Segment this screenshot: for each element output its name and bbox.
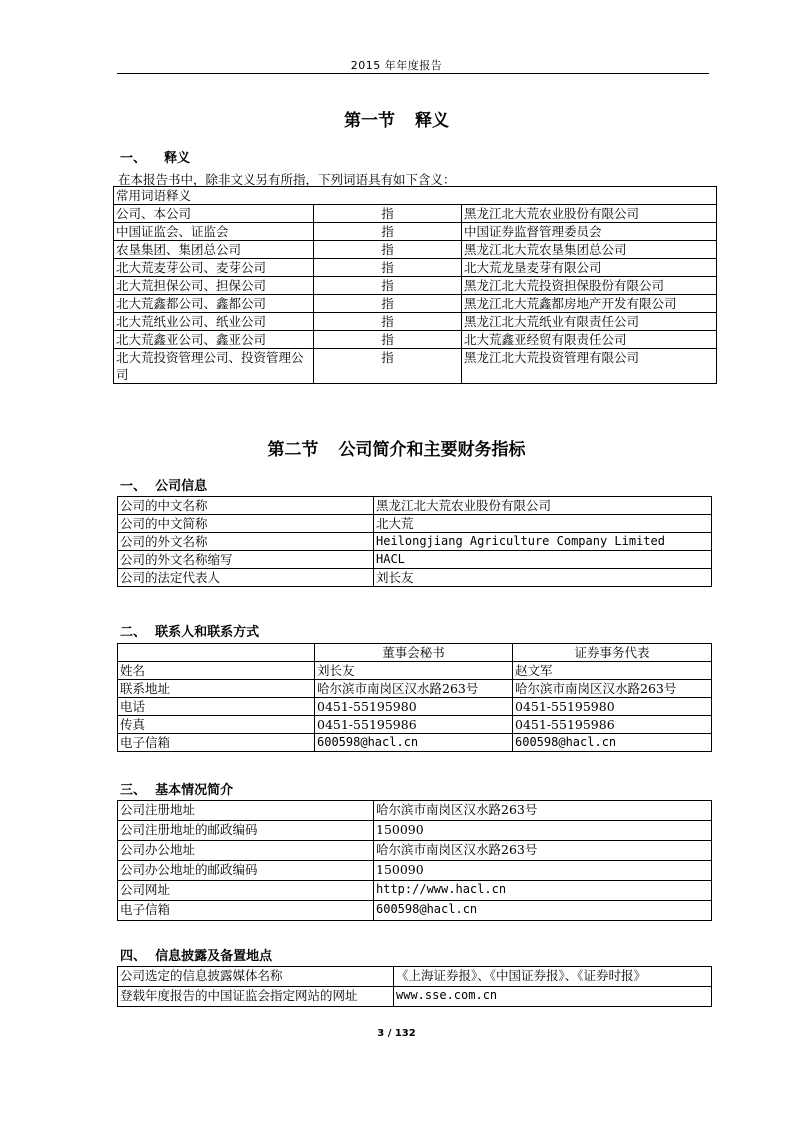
subheading-title: 释义: [164, 151, 191, 166]
meaning-cell: 北大荒鑫亚经贸有限责任公司: [462, 331, 717, 349]
table-row: [114, 331, 717, 349]
company-info-heading: [120, 475, 207, 494]
value-cell: 150090: [374, 821, 712, 841]
table-header-row: [118, 644, 712, 662]
term-cell: 公司、本公司: [114, 205, 314, 223]
secretary-cell: 哈尔滨市南岗区汉水路263号: [315, 680, 513, 698]
term-cell: 北大荒纸业公司、纸业公司: [114, 313, 314, 331]
table-row: [118, 841, 712, 861]
table-row: [118, 569, 712, 587]
subheading-number: 一、: [120, 151, 147, 166]
definitions-table: [113, 186, 717, 384]
table-row: [118, 515, 712, 533]
secretary-cell: 刘长友: [315, 662, 513, 680]
subheading-title: 基本情况简介: [155, 783, 234, 798]
table-row: [118, 987, 712, 1007]
label-cell: 登载年度报告的中国证监会指定网站的网址: [118, 987, 394, 1007]
representative-cell: 哈尔滨市南岗区汉水路263号: [513, 680, 712, 698]
label-cell: 电子信箱: [118, 734, 315, 752]
section-1-title: 第一节 释义: [344, 111, 449, 131]
table-row: [114, 313, 717, 331]
verb-cell: 指: [314, 259, 462, 277]
label-cell: 公司的中文简称: [118, 515, 374, 533]
header-divider: [117, 73, 709, 74]
label-cell: 姓名: [118, 662, 315, 680]
representative-cell: 0451-55195980: [513, 698, 712, 716]
label-cell: 联系地址: [118, 680, 315, 698]
label-cell: 电话: [118, 698, 315, 716]
value-cell: 黑龙江北大荒农业股份有限公司: [374, 497, 712, 515]
label-cell: 公司的法定代表人: [118, 569, 374, 587]
subheading-number: 二、: [120, 625, 147, 640]
table-row: [118, 901, 712, 921]
table-row: [118, 533, 712, 551]
table-row: [118, 881, 712, 901]
page-number: 3 / 132: [377, 1028, 416, 1039]
verb-cell: 指: [314, 331, 462, 349]
table-row: [118, 680, 712, 698]
value-cell: 150090: [374, 861, 712, 881]
meaning-cell: 黑龙江北大荒纸业有限责任公司: [462, 313, 717, 331]
table-row: [114, 349, 717, 384]
value-cell: 哈尔滨市南岗区汉水路263号: [374, 801, 712, 821]
meaning-cell: 北大荒龙垦麦芽有限公司: [462, 259, 717, 277]
disclosure-heading: [120, 945, 272, 964]
table-row: [114, 295, 717, 313]
contacts-table: [117, 643, 712, 752]
label-cell: 公司注册地址的邮政编码: [118, 821, 374, 841]
table-row: [118, 861, 712, 881]
meaning-cell: 黑龙江北大荒农业股份有限公司: [462, 205, 717, 223]
table-row: [118, 497, 712, 515]
value-cell: 《上海证券报》、《中国证券报》、《证券时报》: [394, 967, 712, 987]
label-cell: 公司的外文名称缩写: [118, 551, 374, 569]
header-cell-empty: [118, 644, 315, 662]
contacts-heading: [120, 621, 259, 640]
meaning-cell: 黑龙江北大荒投资管理有限公司: [462, 349, 717, 384]
table-row: [118, 821, 712, 841]
header-cell-secretary: 董事会秘书: [315, 644, 513, 662]
disclosure-table: [117, 966, 712, 1007]
meaning-cell: 黑龙江北大荒农垦集团总公司: [462, 241, 717, 259]
definitions-caption-row: [114, 187, 717, 205]
verb-cell: 指: [314, 349, 462, 384]
term-cell: 北大荒鑫亚公司、鑫亚公司: [114, 331, 314, 349]
table-row: [118, 734, 712, 752]
table-row: [114, 277, 717, 295]
table-row: [114, 259, 717, 277]
label-cell: 公司网址: [118, 881, 374, 901]
subheading-title: 公司信息: [155, 479, 208, 494]
verb-cell: 指: [314, 241, 462, 259]
table-row: [114, 223, 717, 241]
label-cell: 公司选定的信息披露媒体名称: [118, 967, 394, 987]
table-row: [118, 801, 712, 821]
meaning-cell: 黑龙江北大荒投资担保股份有限公司: [462, 277, 717, 295]
label-cell: 电子信箱: [118, 901, 374, 921]
subheading-title: 信息披露及备置地点: [155, 949, 273, 964]
table-row: [114, 205, 717, 223]
verb-cell: 指: [314, 313, 462, 331]
value-cell: Heilongjiang Agriculture Company Limited: [374, 533, 712, 551]
value-cell: 北大荒: [374, 515, 712, 533]
subheading-title: 联系人和联系方式: [155, 625, 260, 640]
meaning-cell: 中国证券监督管理委员会: [462, 223, 717, 241]
section-2-title: 第二节 公司简介和主要财务指标: [267, 440, 526, 460]
term-cell: 农垦集团、集团总公司: [114, 241, 314, 259]
table-row: [114, 241, 717, 259]
page-header-title: 2015 年年度报告: [350, 59, 443, 72]
value-cell: 刘长友: [374, 569, 712, 587]
label-cell: 公司办公地址的邮政编码: [118, 861, 374, 881]
secretary-cell: 600598@hacl.cn: [315, 734, 513, 752]
verb-cell: 指: [314, 277, 462, 295]
table-row: [118, 967, 712, 987]
table-row: [118, 662, 712, 680]
subheading-number: 一、: [120, 479, 147, 494]
subheading-number: 四、: [120, 949, 147, 964]
company-info-table: [117, 496, 712, 587]
value-cell: 哈尔滨市南岗区汉水路263号: [374, 841, 712, 861]
value-cell: www.sse.com.cn: [394, 987, 712, 1007]
subheading-number: 三、: [120, 783, 147, 798]
value-cell: 600598@hacl.cn: [374, 901, 712, 921]
term-cell: 北大荒投资管理公司、投资管理公司: [114, 349, 314, 384]
value-cell: HACL: [374, 551, 712, 569]
verb-cell: 指: [314, 223, 462, 241]
label-cell: 公司的中文名称: [118, 497, 374, 515]
label-cell: 公司办公地址: [118, 841, 374, 861]
definitions-intro: 在本报告书中，除非文义另有所指，下列词语具有如下含义：: [118, 172, 456, 187]
label-cell: 公司的外文名称: [118, 533, 374, 551]
term-cell: 中国证监会、证监会: [114, 223, 314, 241]
verb-cell: 指: [314, 295, 462, 313]
term-cell: 北大荒鑫都公司、鑫都公司: [114, 295, 314, 313]
basic-info-table: [117, 800, 712, 921]
representative-cell: 0451-55195986: [513, 716, 712, 734]
representative-cell: 600598@hacl.cn: [513, 734, 712, 752]
section-1-subheading: [120, 147, 190, 166]
definitions-caption: 常用词语释义: [114, 187, 717, 205]
secretary-cell: 0451-55195986: [315, 716, 513, 734]
label-cell: 传真: [118, 716, 315, 734]
table-row: [118, 716, 712, 734]
basic-info-heading: [120, 779, 233, 798]
term-cell: 北大荒麦芽公司、麦芽公司: [114, 259, 314, 277]
term-cell: 北大荒担保公司、担保公司: [114, 277, 314, 295]
secretary-cell: 0451-55195980: [315, 698, 513, 716]
label-cell: 公司注册地址: [118, 801, 374, 821]
header-cell-representative: 证券事务代表: [513, 644, 712, 662]
value-cell: http://www.hacl.cn: [374, 881, 712, 901]
table-row: [118, 551, 712, 569]
table-row: [118, 698, 712, 716]
representative-cell: 赵文军: [513, 662, 712, 680]
verb-cell: 指: [314, 205, 462, 223]
meaning-cell: 黑龙江北大荒鑫都房地产开发有限公司: [462, 295, 717, 313]
